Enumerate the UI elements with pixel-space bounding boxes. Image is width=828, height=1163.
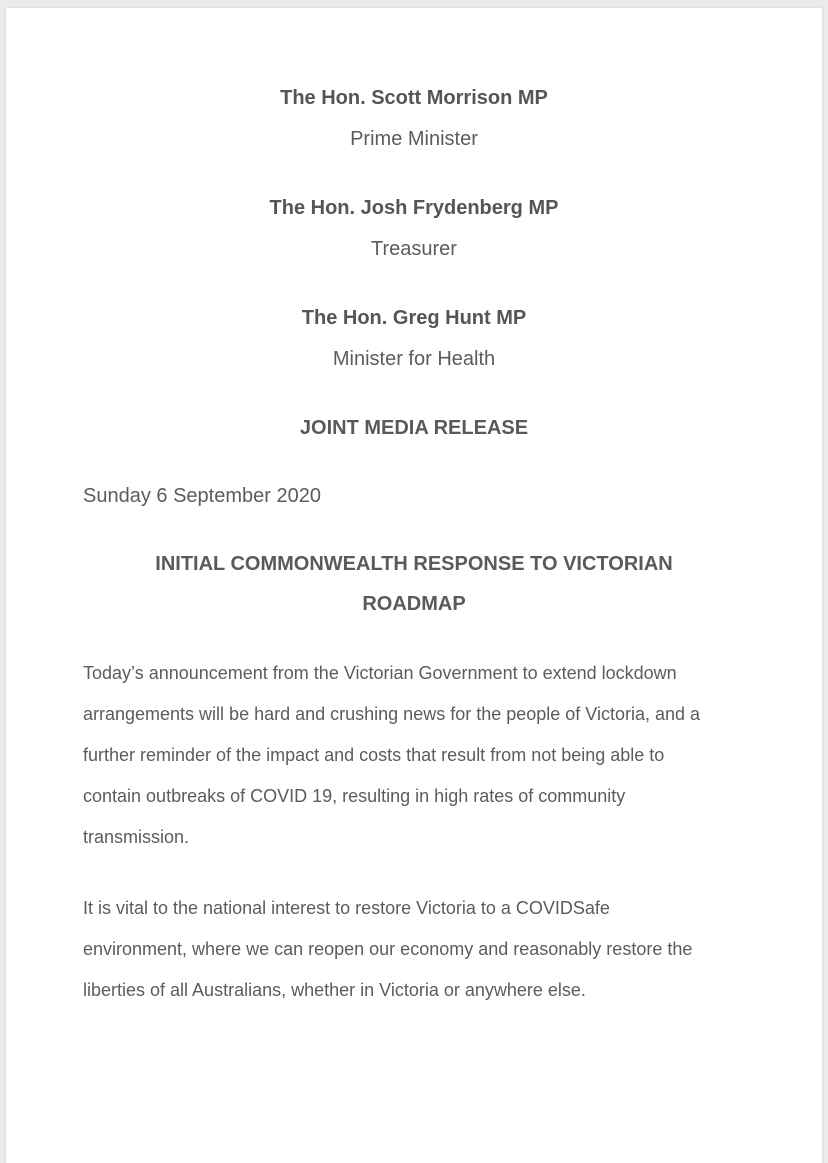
release-type-heading: JOINT MEDIA RELEASE bbox=[299, 417, 529, 439]
title-line: ROADMAP bbox=[362, 593, 466, 615]
paragraph-line: It is vital to the national interest to restore Victoria to a COVIDSafe bbox=[83, 898, 610, 918]
minister-name-treasurer: The Hon. Josh Frydenberg MP bbox=[269, 197, 559, 219]
paragraph-line: Today’s announcement from the Victorian Government to extend lockdown bbox=[83, 663, 677, 683]
title-line: INITIAL COMMONWEALTH RESPONSE TO VICTORIAN bbox=[155, 553, 673, 575]
minister-role-health: Minister for Health bbox=[332, 348, 496, 370]
paragraph-line: contain outbreaks of COVID 19, resulting in high rates of community bbox=[83, 786, 626, 806]
minister-name-health: The Hon. Greg Hunt MP bbox=[301, 307, 527, 329]
paragraph-line: further reminder of the impact and costs that result from not being able to bbox=[83, 745, 665, 765]
document-page bbox=[6, 8, 822, 1163]
minister-role-pm: Prime Minister bbox=[350, 128, 478, 150]
body-paragraph-1 bbox=[83, 653, 763, 858]
body-paragraph-2 bbox=[83, 888, 763, 1011]
release-title bbox=[6, 544, 822, 624]
release-date: Sunday 6 September 2020 bbox=[83, 485, 321, 507]
paragraph-line: liberties of all Australians, whether in Victoria or anywhere else. bbox=[83, 980, 586, 1000]
minister-name-pm: The Hon. Scott Morrison MP bbox=[280, 87, 548, 109]
paragraph-line: environment, where we can reopen our economy and reasonably restore the bbox=[83, 939, 693, 959]
paragraph-line: transmission. bbox=[83, 827, 190, 847]
minister-role-treasurer: Treasurer bbox=[371, 238, 457, 260]
paragraph-line: arrangements will be hard and crushing news for the people of Victoria, and a bbox=[83, 704, 701, 724]
